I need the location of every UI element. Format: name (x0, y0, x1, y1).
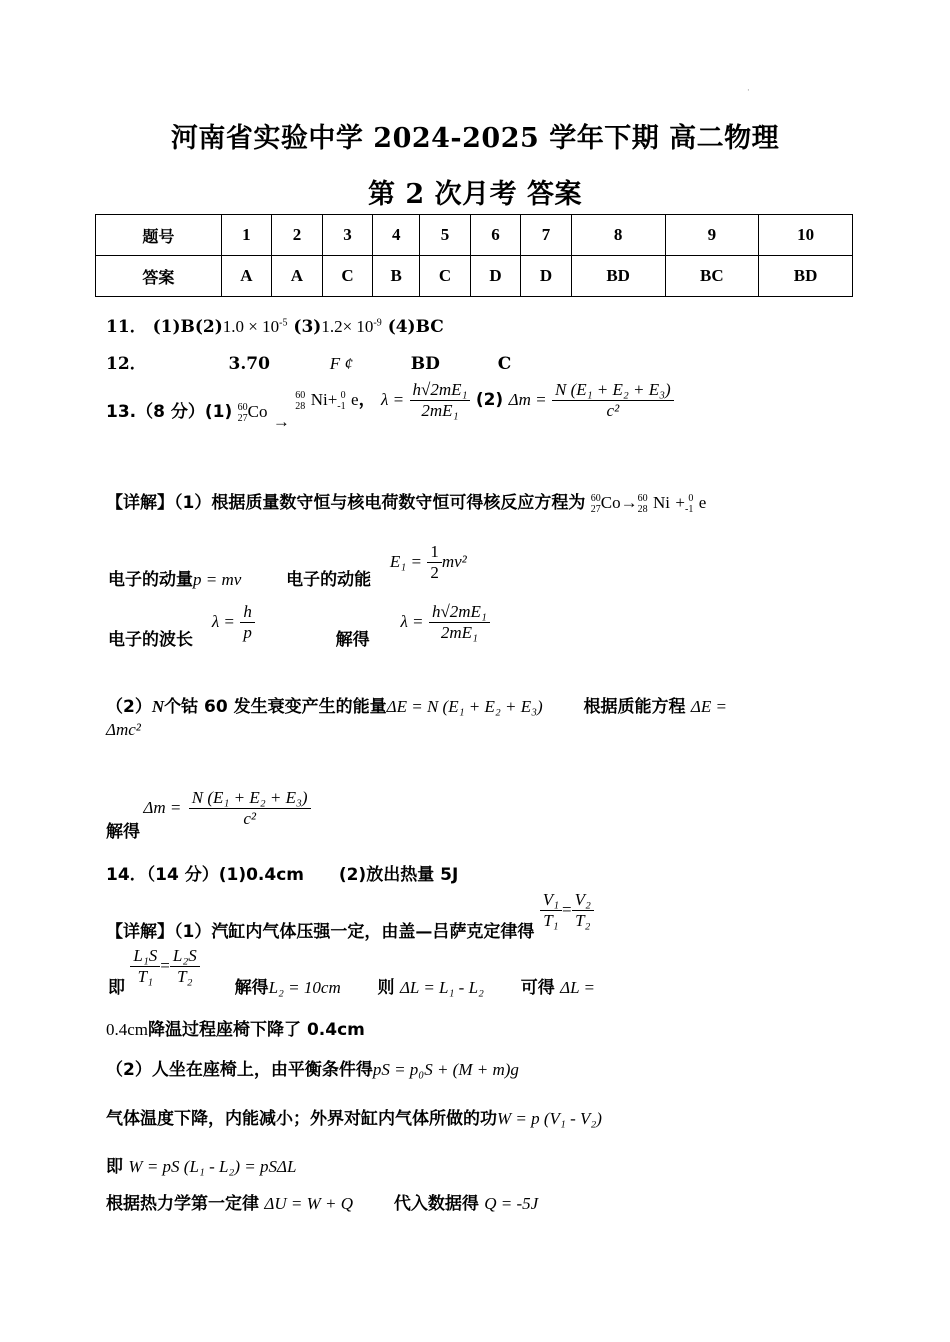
table-cell: 10 (759, 215, 853, 256)
momentum-line: 电子的动量p = mv 电子的动能 E₁ = $\frac{1}{2}$ mv² (108, 542, 467, 590)
lambda-lhs: λ = (381, 390, 405, 409)
length-fraction-1: $\frac{\text{L₁S}}{\text{T₁}}$ (130, 946, 160, 987)
table-row-numbers (96, 215, 853, 256)
q13-detail-line: 【详解】（1）根据质量数守恒与核电荷数守恒可得核反应方程为 60 27Co→60 28 Ni + 0 -1 e (106, 492, 707, 515)
q14-equilibrium-line: （2）人坐在座椅上，由平衡条件得pS = p₀S + (M + m)g (106, 1060, 519, 1080)
table-cell: C (420, 256, 471, 297)
table-cell: BD (759, 256, 853, 297)
dm-fraction: $\frac{\text{N (E₁ + E₂ + E₃)}}{\text{c²}}$ (552, 380, 674, 421)
answer-table (95, 214, 853, 297)
q13-answer-line: 13.（8 分）(1) 60 27Co → 60 28 Ni+ 0 -1 e， λ = $\frac{\text{h√2mE₁}}{\text{2mE₁}}$ (2) Δm = $\frac{\text{N (E₁ + E₂ + E₃)}}{\text{c²}}$ (106, 392, 674, 433)
q11-line (106, 312, 444, 337)
table-cell: 6 (470, 215, 521, 256)
table-cell: D (521, 256, 572, 297)
table-header-answer: 答案 (96, 256, 222, 297)
dm-lhs: Δm = (508, 390, 547, 409)
q11-part1: (1)B(2) (152, 317, 223, 337)
q14-length-line: 即 $\frac{\text{L₁S}}{\text{T₁}}$ = $\frac{\text{L₂S}}{\text{T₂}}$ 解得L₂ = 10cm 则 ΔL = L₁ - L₂ 可得 ΔL = (108, 946, 596, 998)
table-cell: 2 (272, 215, 323, 256)
q11-value3: 1.2× 10 (321, 317, 374, 336)
electron-symbol: e (351, 390, 359, 409)
q14-answer-line: 14．（14 分）(1)0.4cm (2)放出热量 5J (106, 865, 459, 885)
co-nuclide-numbers: 60 27 (237, 401, 248, 424)
q11-value1: 1.0 × 10 (222, 317, 280, 336)
q14-work-line: 气体温度下降，内能减小；外界对缸内气体所做的功W = p (V₁ - V₂) (106, 1109, 602, 1129)
q13-label: 13.（8 分）(1) (106, 402, 233, 422)
q12-line (106, 349, 511, 374)
table-header-number: 题号 (96, 215, 222, 256)
q11-exp3: -9 (373, 317, 382, 329)
page-title: 河南省实验中学 2024-2025 学年下期 高二物理 (170, 123, 780, 154)
corner-mark: · (747, 86, 750, 96)
table-cell: 5 (420, 215, 471, 256)
electron-numbers: 0 -1 (337, 389, 346, 412)
energy-line: （2）N个钴 60 发生衰变产生的能量ΔE = N (E₁ + E₂ + E₃) 根据质能方程 ΔE = (106, 697, 728, 717)
q14-detail-line: 【详解】（1）汽缸内气体压强一定，由盖—吕萨克定律得 $\frac{\text{V₁}}{\text{T₁}}$ = $\frac{\text{V₂}}{\text{T₂}}$ (106, 890, 594, 931)
energy-line-cont: Δmc² (106, 720, 141, 739)
wavelength-line: 电子的波长 λ = $\frac{h}{p}$ 解得 λ = $\frac{\text{h√2mE₁}}{\text{2mE₁}}$ (108, 602, 490, 643)
q11-exp1: -5 (279, 317, 288, 329)
q12-answer3: BD (410, 354, 440, 374)
table-row-answers (96, 256, 853, 297)
table-cell: A (221, 256, 272, 297)
q14-desc-line: 0.4cm降温过程座椅下降了 0.4cm (106, 1020, 365, 1040)
q12-answer1: 3.70 (228, 354, 270, 374)
arrow-icon: → (272, 412, 290, 431)
table-cell: B (373, 256, 420, 297)
gay-lussac-fraction-2: $\frac{\text{V₂}}{\text{T₂}}$ (572, 890, 594, 931)
table-cell: 8 (571, 215, 665, 256)
q12-label: 12． (106, 354, 147, 374)
q12-answer2: F ¢ (329, 354, 353, 373)
table-cell: A (272, 256, 323, 297)
wl-fraction: $\frac{h}{p}$ (240, 602, 255, 643)
ke-fraction: $\frac{1}{2}$ (427, 542, 442, 583)
table-cell: D (470, 256, 521, 297)
gay-lussac-fraction-1: $\frac{\text{V₁}}{\text{T₁}}$ (540, 890, 562, 931)
table-cell: C (322, 256, 373, 297)
q14-thermo-line: 根据热力学第一定律 ΔU = W + Q 代入数据得 Q = -5J (106, 1194, 539, 1214)
table-cell: 4 (373, 215, 420, 256)
page-subtitle: 第 2 次月考 答案 (368, 179, 582, 210)
lambda-fraction: $\frac{\text{h√2mE₁}}{\text{2mE₁}}$ (410, 380, 471, 421)
q11-part3: (3) (293, 317, 322, 337)
q11-label: 11． (106, 317, 147, 337)
wl-result-fraction: $\frac{\text{h√2mE₁}}{\text{2mE₁}}$ (429, 602, 490, 643)
dm-result-line: 解得 Δm = $\frac{\text{N (E₁ + E₂ + E₃)}}{\text{c²}}$ (106, 788, 311, 829)
table-cell: 9 (665, 215, 759, 256)
ni-symbol: Ni (310, 390, 328, 409)
q14-work-line-2: 即 W = pS (L₁ - L₂) = pSΔL (106, 1157, 297, 1177)
q12-answer4: C (497, 354, 512, 374)
length-fraction-2: $\frac{\text{L₂S}}{\text{T₂}}$ (170, 946, 200, 987)
table-cell: BD (571, 256, 665, 297)
table-cell: BC (665, 256, 759, 297)
table-cell: 1 (221, 215, 272, 256)
co-symbol: Co (247, 402, 268, 421)
table-cell: 7 (521, 215, 572, 256)
q11-part4: (4)BC (387, 317, 444, 337)
ni-nuclide-numbers: 60 28 (295, 389, 306, 412)
table-cell: 3 (322, 215, 373, 256)
dm-result-fraction: $\frac{\text{N (E₁ + E₂ + E₃)}}{\text{c²}}$ (189, 788, 311, 829)
